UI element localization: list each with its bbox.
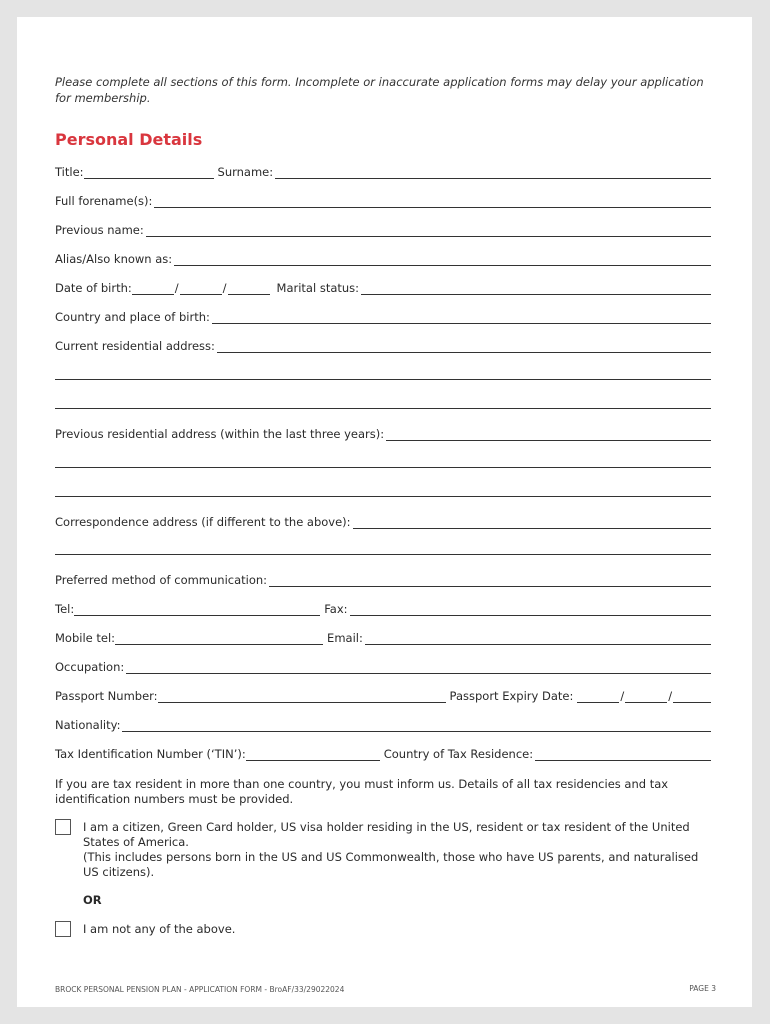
dob-month-field[interactable] [180,283,222,295]
current-address-line-2[interactable] [55,379,711,380]
tin-field[interactable] [246,749,380,761]
expiry-separator: / [620,689,625,703]
passport-number-label: Passport Number: [55,689,158,703]
surname-field[interactable] [275,167,711,179]
title-surname-row [55,164,711,179]
nationality-field[interactable] [122,720,711,732]
alias-label: Alias/Also known as: [55,252,173,266]
correspondence-address-field[interactable] [353,517,711,529]
expiry-month-field[interactable] [625,691,667,703]
email-label: Email: [327,631,363,645]
birthplace-row [55,309,711,324]
dob-day-field[interactable] [132,283,174,295]
occupation-label: Occupation: [55,660,125,674]
nationality-label: Nationality: [55,718,121,732]
tel-label: Tel: [55,602,75,616]
birthplace-label: Country and place of birth: [55,310,210,324]
previous-name-field[interactable] [146,225,711,237]
tax-country-label: Country of Tax Residence: [383,747,534,761]
tax-residency-note: If you are tax resident in more than one country, you must inform us. Details of all tax residencies and tax identification numbers must be provided. [55,777,669,806]
section-title: Personal Details [55,130,203,149]
previous-address-line-2[interactable] [55,467,711,468]
previous-name-label: Previous name: [55,223,144,237]
forenames-row [55,193,711,208]
previous-address-field[interactable] [386,429,711,441]
preferred-communication-field[interactable] [269,575,711,587]
mobile-email-row [55,630,711,645]
dob-separator: / [174,281,179,295]
surname-label: Surname: [217,165,274,179]
alias-row [55,251,711,266]
current-address-line-3[interactable] [55,408,711,409]
form-page [17,17,752,1007]
or-label: OR [83,893,102,907]
passport-number-field[interactable] [158,691,446,703]
preferred-communication-row [55,572,711,587]
marital-status-label: Marital status: [276,281,360,295]
forenames-field[interactable] [154,196,711,208]
email-field[interactable] [365,633,711,645]
us-person-checkbox[interactable] [55,819,71,835]
dob-separator: / [222,281,227,295]
title-field[interactable] [84,167,214,179]
us-person-line1: I am a citizen, Green Card holder, US visa holder residing in the US, resident or tax resident of the United States of America. [83,820,690,849]
tel-fax-row [55,601,711,616]
tin-row [55,746,711,761]
dob-label: Date of birth: [55,281,132,295]
correspondence-address-line-2[interactable] [55,554,711,555]
preferred-communication-label: Preferred method of communication: [55,573,268,587]
current-address-row [55,338,711,353]
previous-name-row [55,222,711,237]
expiry-day-field[interactable] [577,691,619,703]
tel-field[interactable] [74,604,320,616]
tax-country-field[interactable] [535,749,711,761]
us-person-text [83,820,717,880]
current-address-label: Current residential address: [55,339,215,353]
occupation-field[interactable] [126,662,711,674]
mobile-label: Mobile tel: [55,631,116,645]
dob-year-field[interactable] [228,283,270,295]
marital-status-field[interactable] [361,283,711,295]
dob-marital-row [55,280,711,295]
title-label: Title: [55,165,84,179]
mobile-field[interactable] [115,633,323,645]
not-us-person-text: I am not any of the above. [83,922,236,936]
nationality-row [55,717,711,732]
footer-form-reference: BROCK PERSONAL PENSION PLAN - APPLICATION FORM - BroAF/33/29022024 [55,985,345,994]
previous-address-row [55,426,711,441]
us-person-line2: (This includes persons born in the US and US Commonwealth, those who have US parents, and naturalised US citizens). [83,850,699,879]
fax-field[interactable] [350,604,711,616]
expiry-year-field[interactable] [673,691,711,703]
birthplace-field[interactable] [212,312,711,324]
intro-text: Please complete all sections of this form. Incomplete or inaccurate application forms may delay your application for membership. [55,75,704,105]
forenames-label: Full forename(s): [55,194,153,208]
fax-label: Fax: [324,602,348,616]
current-address-field[interactable] [217,341,711,353]
passport-row [55,688,711,703]
not-us-person-checkbox[interactable] [55,921,71,937]
previous-address-line-3[interactable] [55,496,711,497]
expiry-separator: / [668,689,673,703]
correspondence-address-label: Correspondence address (if different to the above): [55,515,351,529]
footer-page-number: PAGE 3 [689,984,716,993]
passport-expiry-label: Passport Expiry Date: [449,689,574,703]
alias-field[interactable] [174,254,711,266]
previous-address-label: Previous residential address (within the last three years): [55,427,385,441]
occupation-row [55,659,711,674]
correspondence-address-row [55,514,711,529]
tin-label: Tax Identification Number (‘TIN’): [55,747,246,761]
